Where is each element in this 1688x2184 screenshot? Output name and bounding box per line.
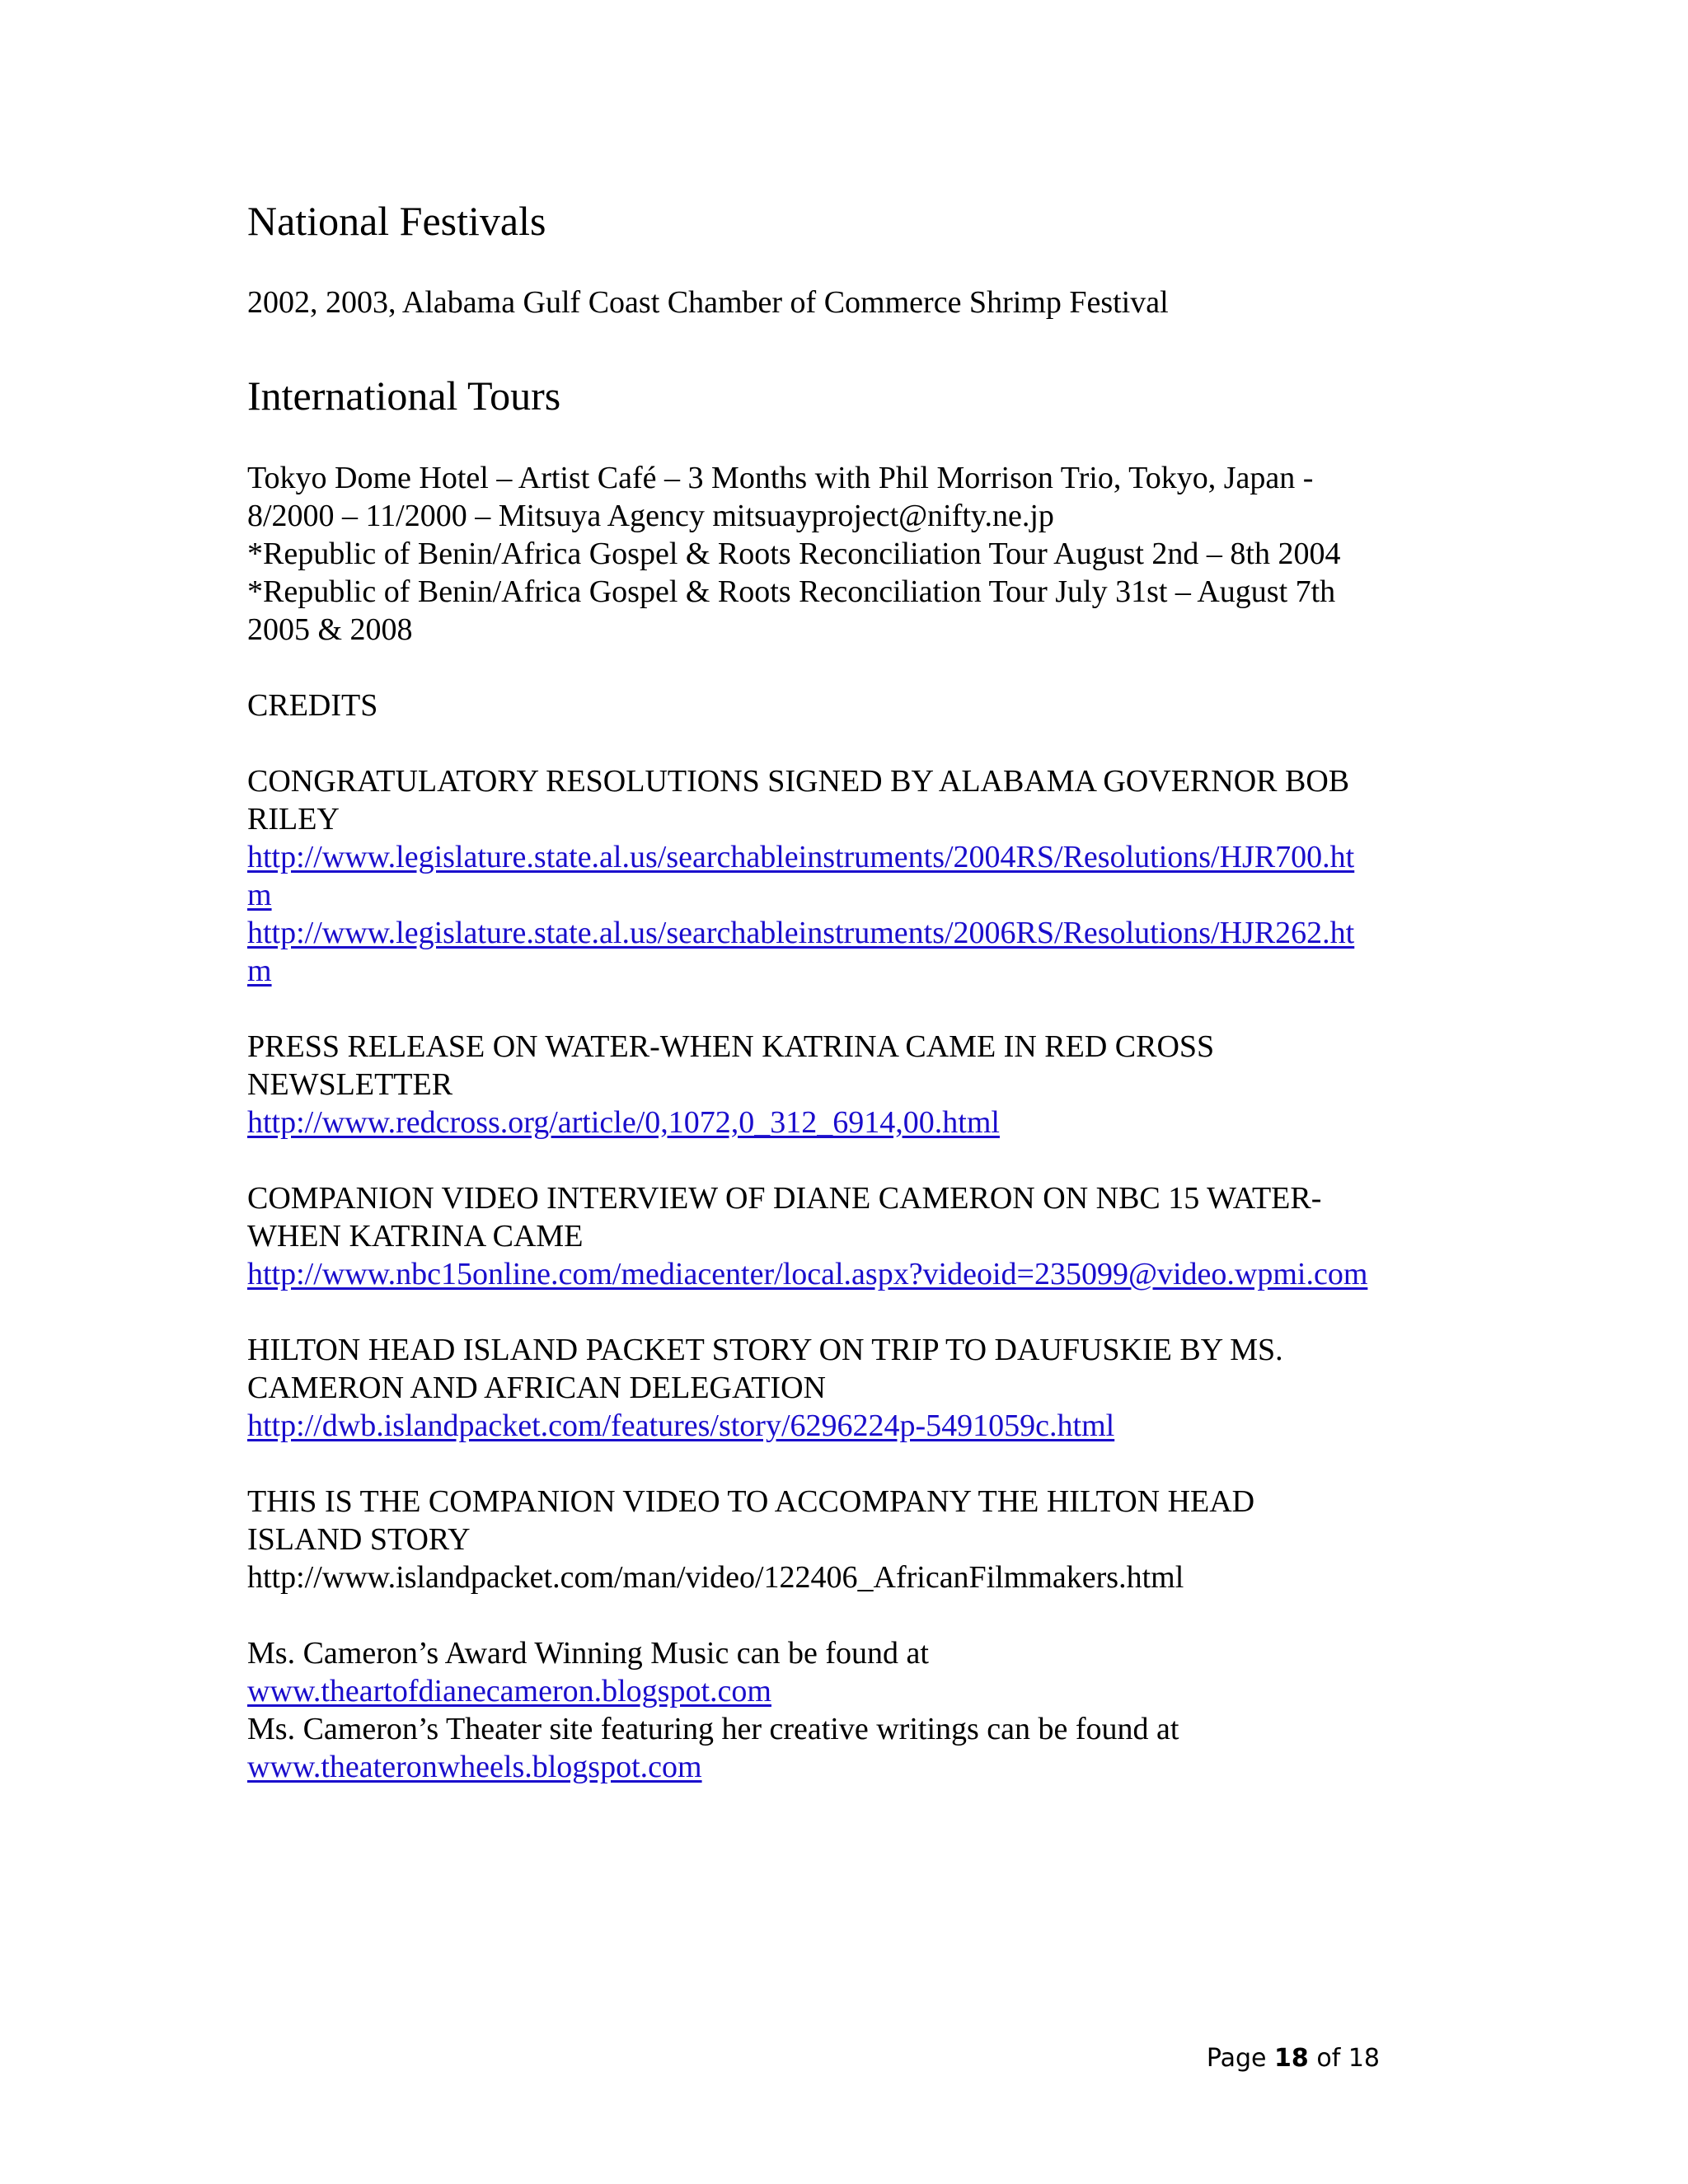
- companion-video-link[interactable]: [247, 1255, 1367, 1293]
- hilton-video-url: http://www.islandpacket.com/man/video/122406_AfricanFilmmakers.html: [247, 1560, 1184, 1595]
- tour-line: *Republic of Benin/Africa Gospel & Roots Reconciliation Tour July 31st – August 7th: [247, 574, 1336, 609]
- islandpacket-story-link[interactable]: http://dwb.islandpacket.com/features/story/6296224p-5491059c.html: [247, 1408, 1115, 1443]
- hilton-head-title: HILTON HEAD ISLAND PACKET STORY ON TRIP TO DAUFUSKIE BY MS.: [247, 1333, 1283, 1367]
- document-page: [247, 0, 1451, 2184]
- resolutions-title: RILEY: [247, 802, 340, 837]
- hilton-video-title: ISLAND STORY: [247, 1522, 471, 1557]
- press-release-link[interactable]: [247, 1104, 1000, 1141]
- resolution-link-2006-text[interactable]: http://www.legislature.state.al.us/searchableinstruments/2006RS/Resolutions/HJR262.ht: [247, 916, 1355, 950]
- page-word: Page: [1206, 2044, 1267, 2073]
- tour-line: Tokyo Dome Hotel – Artist Café – 3 Months with Phil Morrison Trio, Tokyo, Japan -: [247, 461, 1314, 495]
- resolution-link-2006[interactable]: [247, 914, 1354, 952]
- resolution-link-2006-text[interactable]: m: [247, 954, 272, 988]
- music-blog-link[interactable]: www.theartofdianecameron.blogspot.com: [247, 1674, 771, 1708]
- of-word: of: [1316, 2044, 1341, 2073]
- international-tours-heading: International Tours: [247, 373, 561, 419]
- current-page-number: 18: [1274, 2044, 1309, 2073]
- resolutions-title: CONGRATULATORY RESOLUTIONS SIGNED BY ALABAMA GOVERNOR BOB: [247, 764, 1350, 799]
- theater-blog-link[interactable]: www.theateronwheels.blogspot.com: [247, 1750, 702, 1784]
- press-release-title: NEWSLETTER: [247, 1067, 453, 1102]
- total-pages-number: 18: [1348, 2044, 1380, 2073]
- press-release-title: PRESS RELEASE ON WATER-WHEN KATRINA CAME IN RED CROSS: [247, 1029, 1215, 1064]
- tour-line: 2005 & 2008: [247, 612, 413, 647]
- resolution-link-2004-text[interactable]: m: [247, 878, 272, 912]
- companion-video-title: WHEN KATRINA CAME: [247, 1219, 584, 1254]
- companion-video-title: COMPANION VIDEO INTERVIEW OF DIANE CAMERON ON NBC 15 WATER-: [247, 1181, 1322, 1216]
- credits-heading: CREDITS: [247, 688, 378, 723]
- page-number-footer: [1207, 2042, 1380, 2075]
- hilton-video-title: THIS IS THE COMPANION VIDEO TO ACCOMPANY THE HILTON HEAD: [247, 1484, 1255, 1519]
- hilton-head-title: CAMERON AND AFRICAN DELEGATION: [247, 1371, 826, 1405]
- national-festivals-heading: National Festivals: [247, 198, 546, 244]
- resolution-link-2004-cont[interactable]: [247, 876, 272, 914]
- resolution-link-2004[interactable]: [247, 838, 1354, 876]
- resolution-link-2006-cont[interactable]: [247, 952, 272, 990]
- tour-line: 8/2000 – 11/2000 – Mitsuya Agency mitsuayproject@nifty.ne.jp: [247, 499, 1054, 533]
- theater-link-line[interactable]: [247, 1748, 702, 1786]
- theater-text: Ms. Cameron’s Theater site featuring her creative writings can be found at: [247, 1712, 1179, 1746]
- resolution-link-2004-text[interactable]: http://www.legislature.state.al.us/searchableinstruments/2004RS/Resolutions/HJR700.ht: [247, 840, 1355, 874]
- redcross-link[interactable]: http://www.redcross.org/article/0,1072,0_312_6914,00.html: [247, 1105, 1000, 1140]
- hilton-head-link[interactable]: [247, 1407, 1114, 1445]
- tour-line: *Republic of Benin/Africa Gospel & Roots Reconciliation Tour August 2nd – 8th 2004: [247, 537, 1341, 571]
- nbc15-link[interactable]: http://www.nbc15online.com/mediacenter/local.aspx?videoid=235099@video.wpmi.com: [247, 1257, 1368, 1291]
- music-link-line[interactable]: [247, 1672, 771, 1710]
- festival-item: 2002, 2003, Alabama Gulf Coast Chamber of Commerce Shrimp Festival: [247, 285, 1169, 320]
- music-text: Ms. Cameron’s Award Winning Music can be found at: [247, 1636, 929, 1671]
